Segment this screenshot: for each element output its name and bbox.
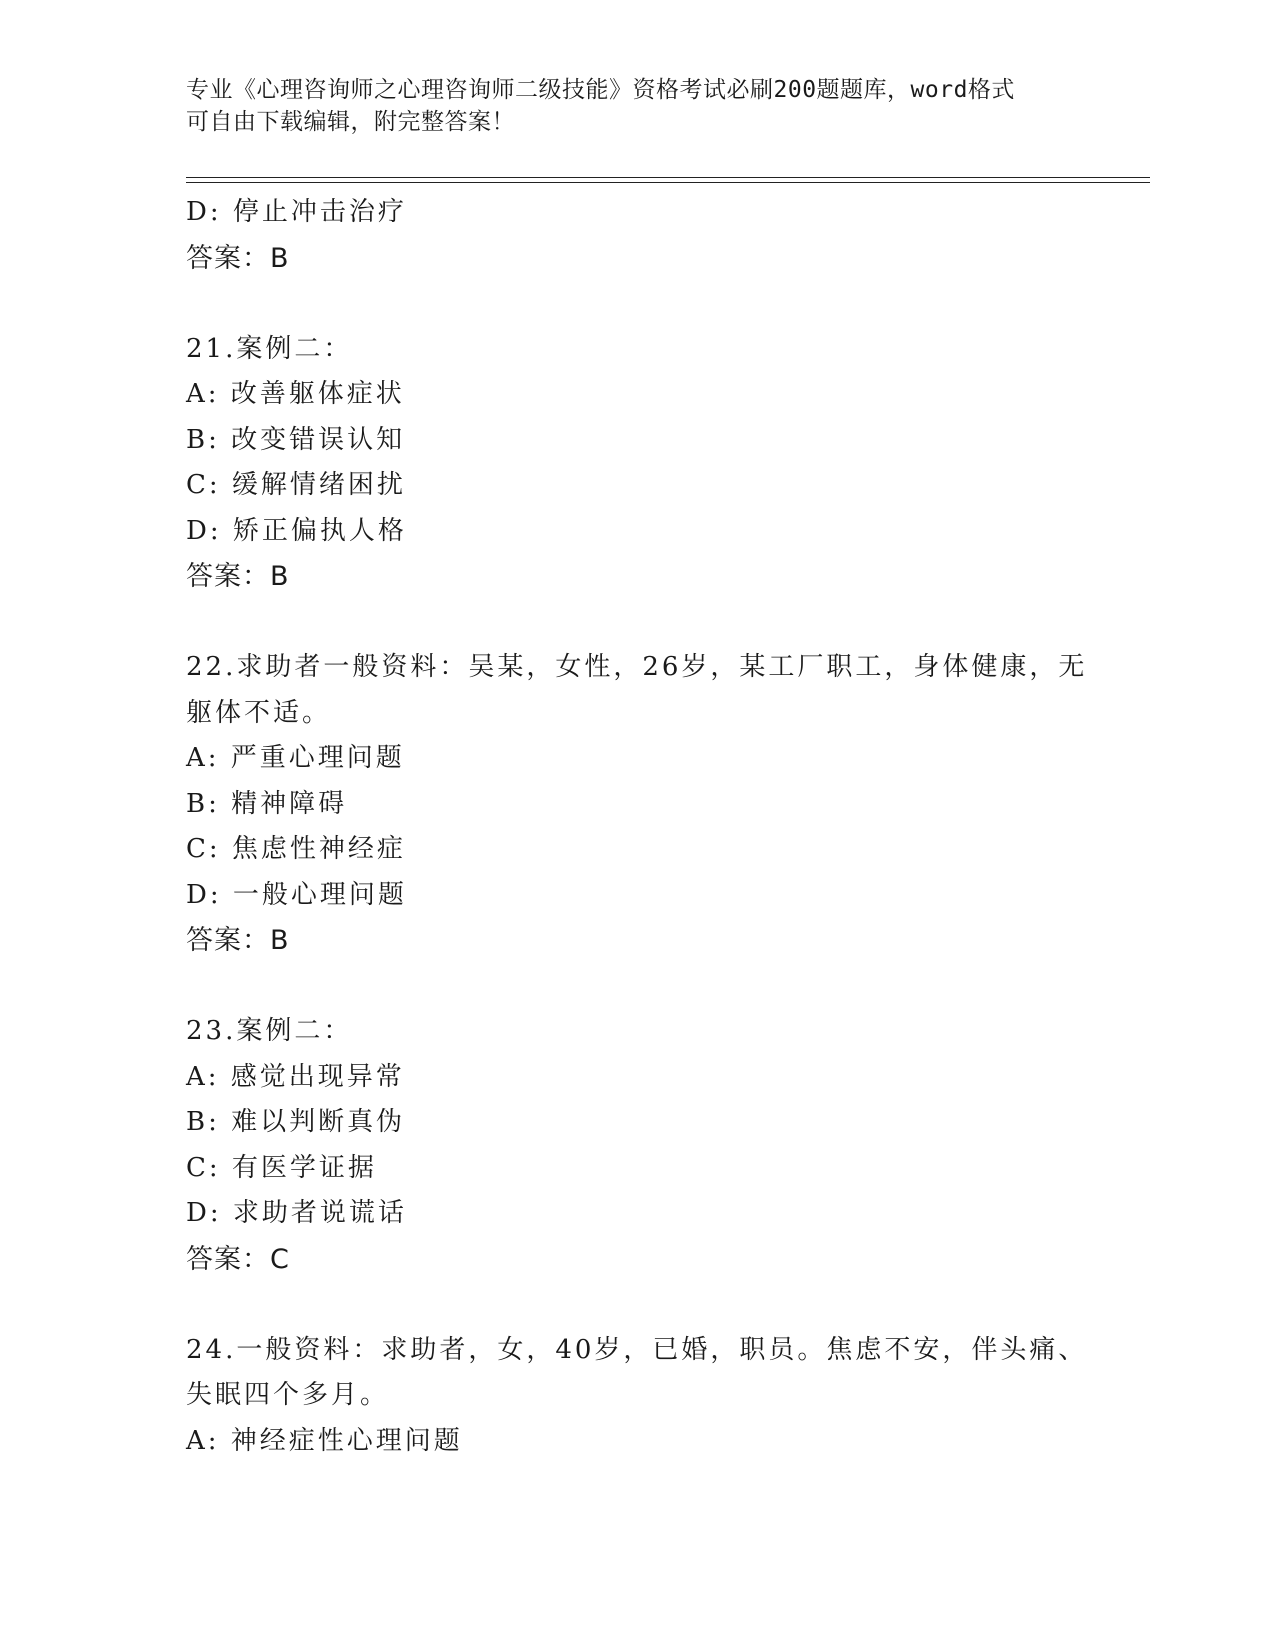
option-line: D: 矫正偏执人格 (186, 515, 407, 546)
option-line: B: 精神障碍 (186, 788, 348, 819)
option-line: A: 感觉出现异常 (186, 1061, 405, 1092)
block-spacer (186, 600, 1086, 646)
header-line-2: 可自由下载编辑，附完整答案！ (186, 109, 515, 135)
question-line: 24.一般资料：求助者，女，40岁，已婚，职员。焦虑不安，伴头痛、 (186, 1334, 1088, 1365)
option-line: C: 缓解情绪困扰 (186, 470, 406, 500)
block-spacer (186, 281, 1086, 327)
option-line: D: 一般心理问题 (186, 879, 407, 910)
option-line: D: 求助者说谎话 (186, 1198, 407, 1228)
option-line: B: 改变错误认知 (186, 424, 406, 455)
answer-line: 答案：B (186, 561, 290, 592)
question-block (186, 1009, 1086, 1282)
question-block (186, 645, 1086, 964)
option-line: C: 焦虑性神经症 (186, 834, 406, 864)
header-rule-top (186, 177, 1150, 178)
option-line: B: 难以判断真伪 (186, 1107, 406, 1137)
question-block (186, 327, 1086, 600)
question-list (186, 190, 1086, 1464)
answer-line: 答案：B (186, 242, 290, 274)
question-line: 23.案例二： (186, 1016, 353, 1046)
option-line: A: 神经症性心理问题 (186, 1425, 463, 1456)
question-line: 22.求助者一般资料：吴某，女性，26岁，某工厂职工，身体健康，无 (186, 652, 1088, 682)
answer-line: 答案：C (186, 1243, 290, 1275)
question-line: 失眠四个多月。 (186, 1380, 390, 1410)
option-line: D: 停止冲击治疗 (186, 197, 407, 227)
header-line-1: 专业《心理咨询师之心理咨询师二级技能》资格考试必刷200题题库，word格式 (186, 77, 1015, 103)
block-spacer (186, 964, 1086, 1010)
option-line: C: 有医学证据 (186, 1152, 377, 1183)
question-block (186, 190, 1086, 281)
block-spacer (186, 1282, 1086, 1328)
answer-line: 答案：B (186, 925, 290, 956)
question-line: 躯体不适。 (186, 697, 332, 728)
option-line: A: 改善躯体症状 (186, 379, 405, 409)
header-rule-bottom (186, 182, 1150, 183)
option-line: A: 严重心理问题 (186, 743, 405, 773)
document-header (186, 74, 1086, 138)
question-block (186, 1328, 1086, 1465)
question-line: 21.案例二： (186, 333, 353, 364)
